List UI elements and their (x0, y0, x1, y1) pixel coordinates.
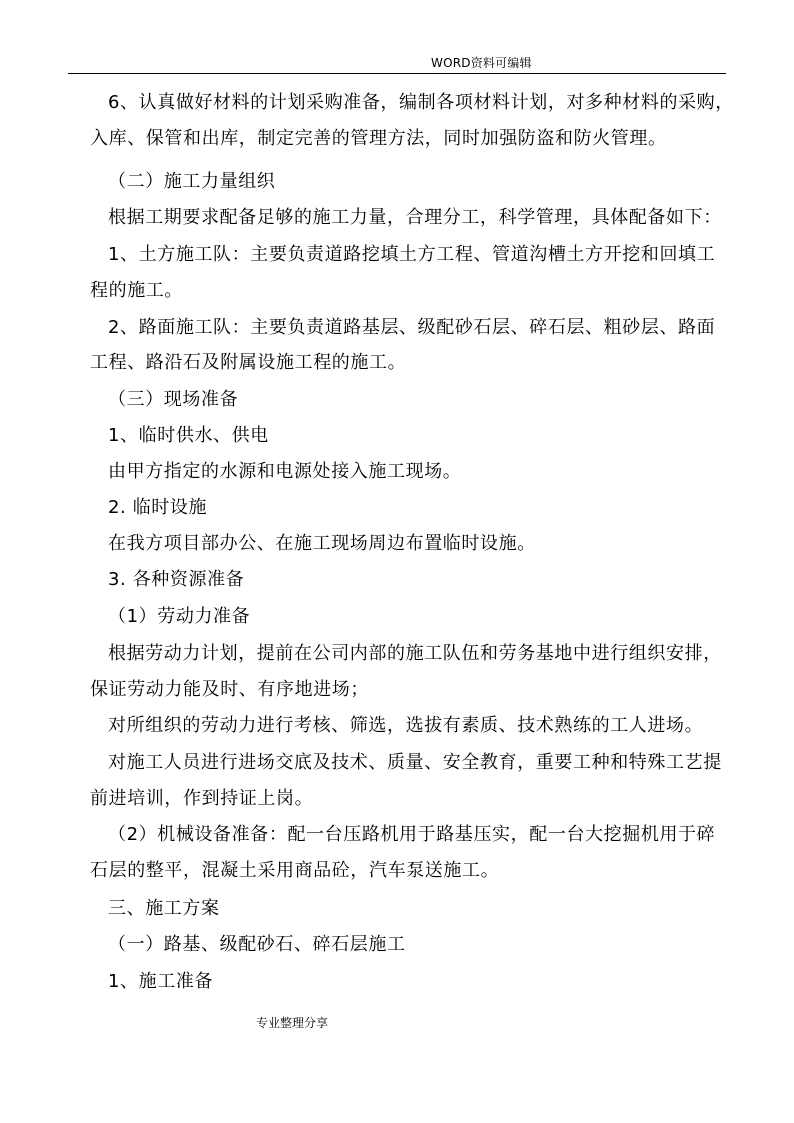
body-line: 根据工期要求配备足够的施工力量，合理分工，科学管理，具体配备如下： (108, 207, 722, 228)
body-line: 前进培训，作到持证上岗。 (90, 788, 314, 809)
body-line: 对施工人员进行进场交底及技术、质量、安全教育，重要工种和特殊工艺提 (108, 752, 722, 773)
section-heading: 三、施工方案 (108, 898, 220, 919)
body-line: 对所组织的劳动力进行考核、筛选，选拔有素质、技术熟练的工人进场。 (108, 715, 704, 736)
body-line: 2、路面施工队：主要负责道路基层、级配砂石层、碎石层、粗砂层、路面 (108, 317, 716, 338)
body-line: 入库、保管和出库，制定完善的管理方法，同时加强防盗和防火管理。 (90, 128, 667, 149)
body-line: 3. 各种资源准备 (108, 569, 245, 590)
body-line: 在我方项目部办公、在施工现场周边布置临时设施。 (108, 533, 536, 554)
section-heading: （1）劳动力准备 (108, 606, 251, 627)
body-line: 1、施工准备 (108, 971, 214, 992)
header-rule (68, 73, 726, 74)
section-heading: （三）现场准备 (108, 389, 239, 410)
footer-text: 专业整理分享 (256, 1016, 329, 1030)
body-line: 工程、路沿石及附属设施工程的施工。 (90, 352, 407, 373)
body-line: 根据劳动力计划，提前在公司内部的施工队伍和劳务基地中进行组织安排， (108, 643, 722, 664)
header-text: WORD资料可编辑 (431, 56, 532, 70)
body-line: 保证劳动力能及时、有序地进场； (90, 679, 369, 700)
body-line: （2）机械设备准备：配一台压路机用于路基压实，配一台大挖掘机用于碎 (108, 824, 716, 845)
body-line: 6、认真做好材料的计划采购准备，编制各项材料计划，对多种材料的采购， (108, 92, 734, 113)
body-line: 2. 临时设施 (108, 497, 208, 518)
body-line: 1、临时供水、供电 (108, 425, 269, 446)
section-heading: （一）路基、级配砂石、碎石层施工 (108, 934, 406, 955)
body-line: 石层的整平，混凝土采用商品砼，汽车泵送施工。 (90, 860, 500, 881)
section-heading: （二）施工力量组织 (108, 171, 276, 192)
body-line: 1、土方施工队：主要负责道路挖填土方工程、管道沟槽土方开挖和回填工 (108, 244, 716, 265)
body-line: 由甲方指定的水源和电源处接入施工现场。 (108, 461, 462, 482)
body-line: 程的施工。 (90, 280, 183, 301)
